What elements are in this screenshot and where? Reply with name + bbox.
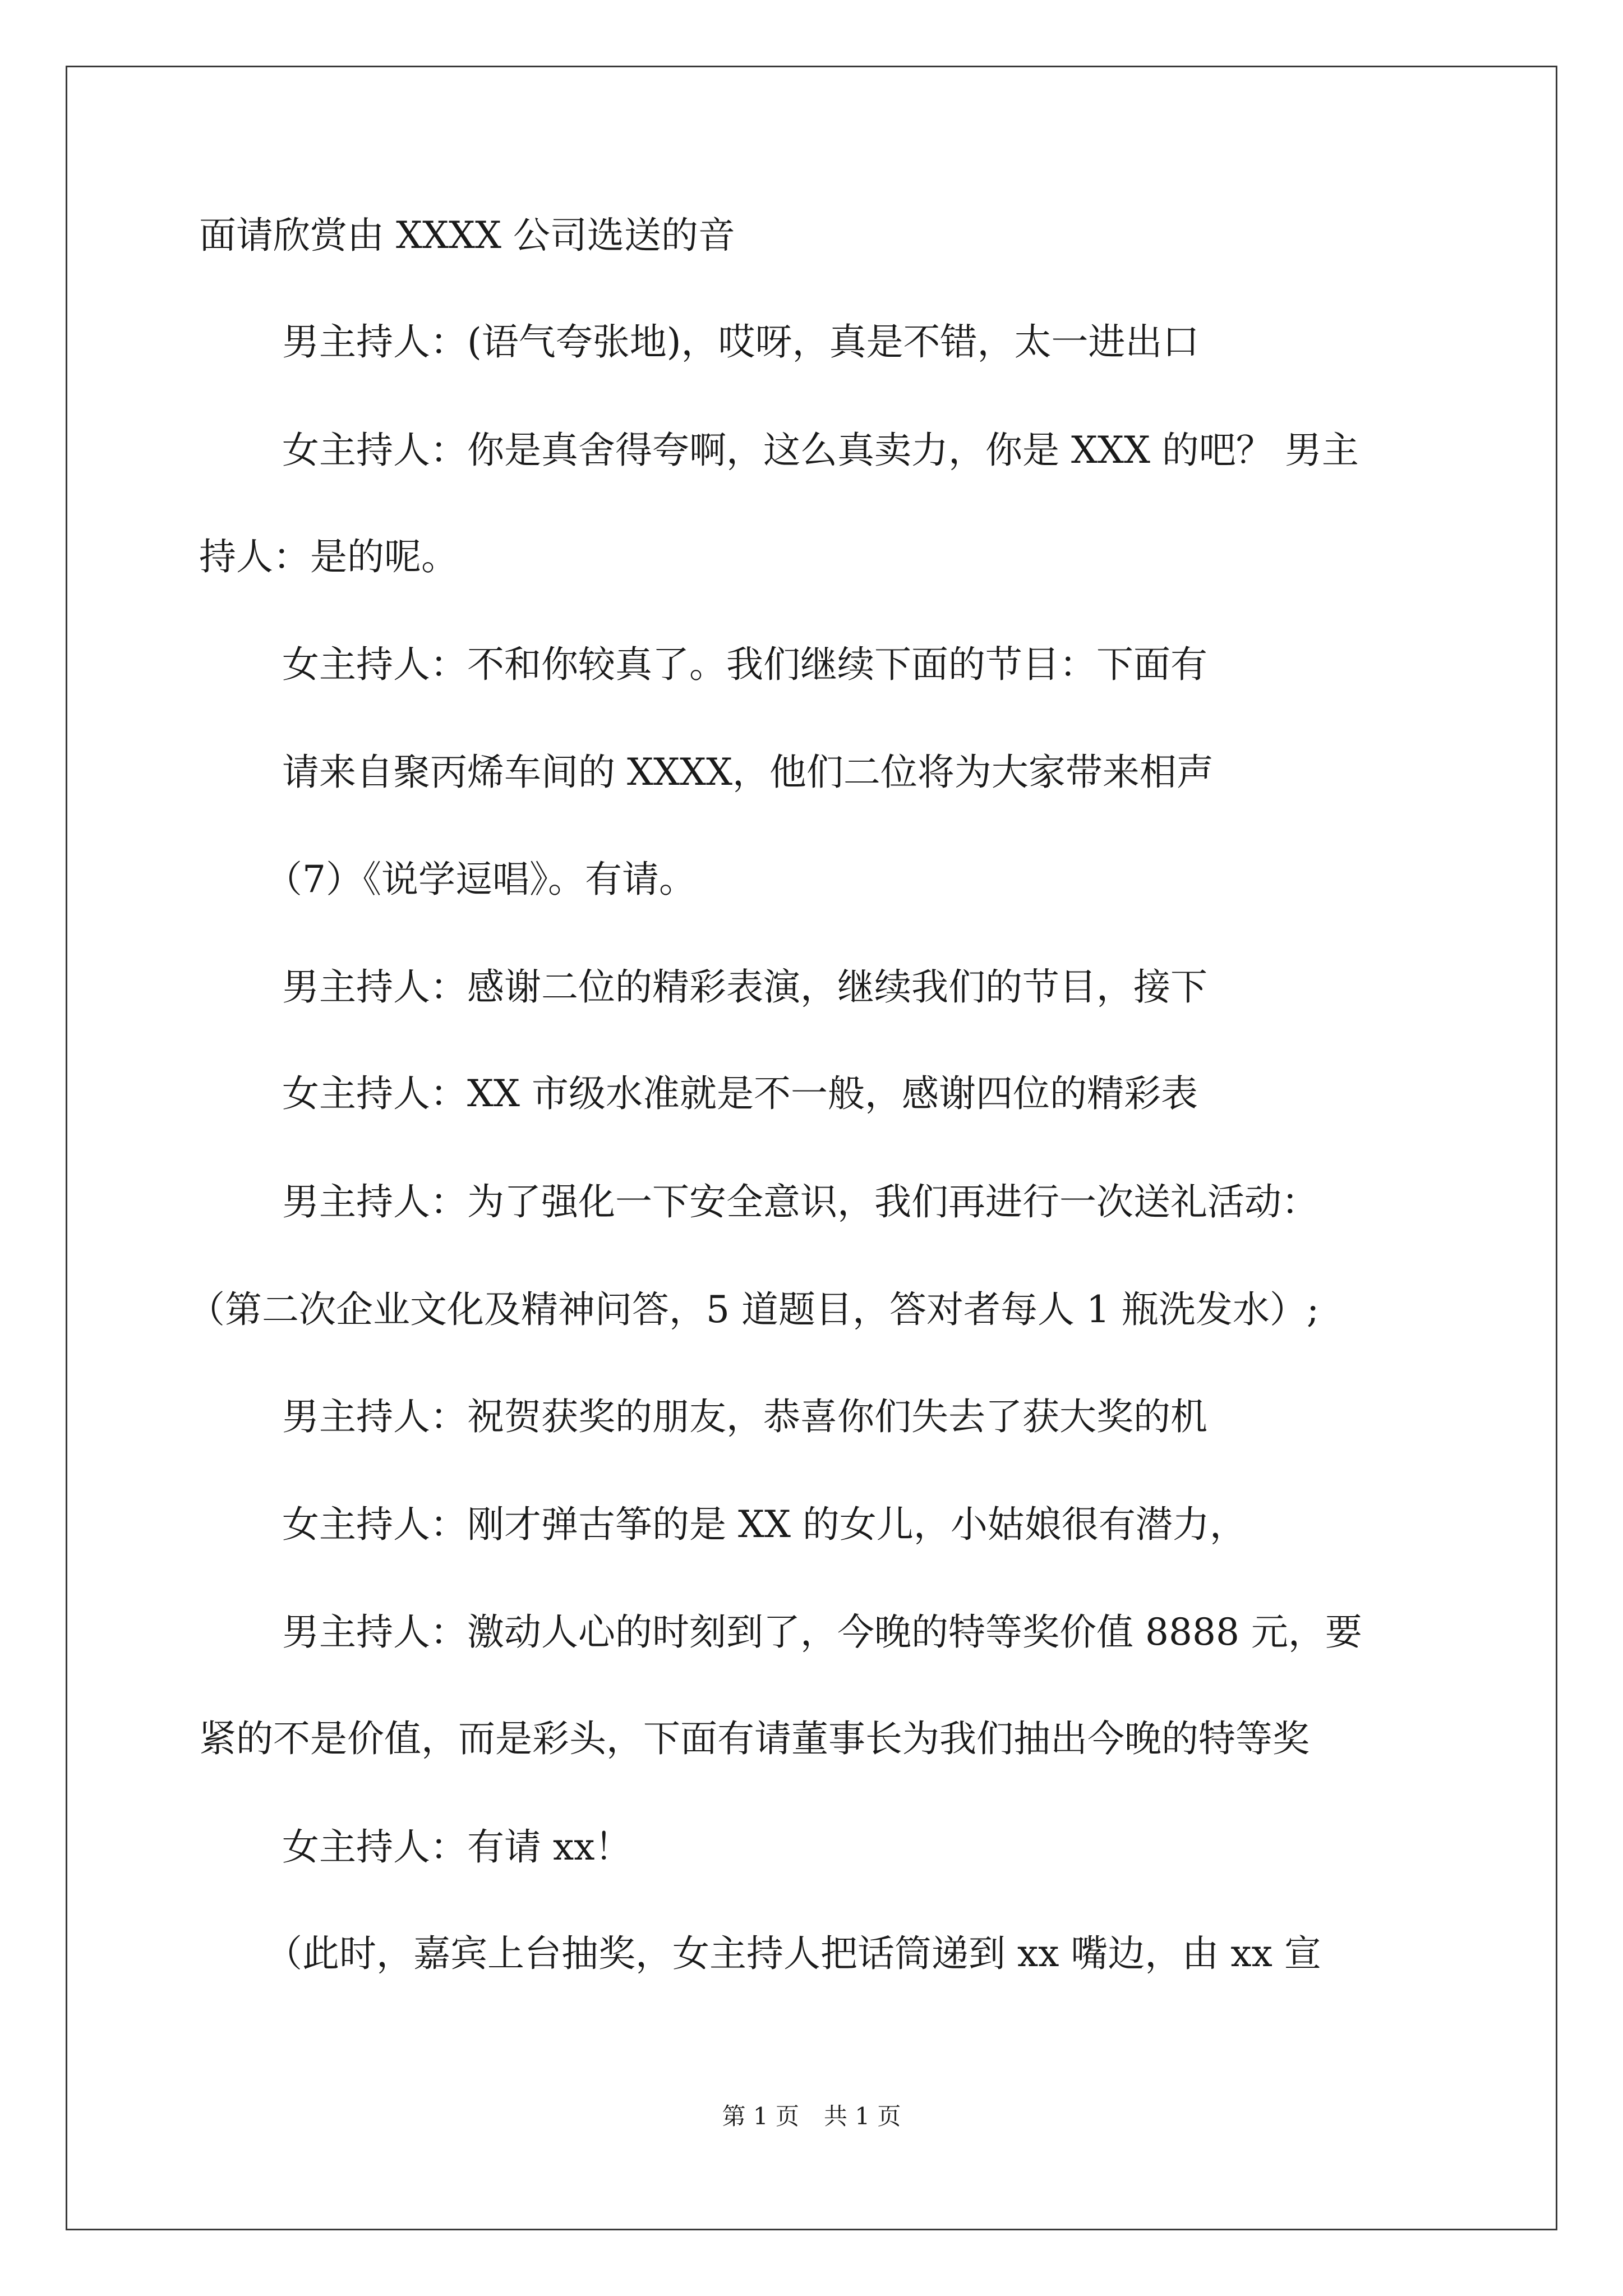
text-line-2: 男主持人：(语气夸张地)，哎呀，真是不错，太一进出口 (282, 320, 1200, 364)
page-frame (66, 66, 1557, 2230)
text-line-7: （7）《说学逗唱》。有请。 (265, 858, 696, 901)
text-line-8: 男主持人：感谢二位的精彩表演，继续我们的节目，接下 (282, 965, 1207, 1009)
text-line-16: 女主持人：有请 xx！ (282, 1825, 632, 1869)
text-line-1: 面请欣赏由 XXXX 公司选送的音 (199, 214, 735, 257)
text-line-6: 请来自聚丙烯车间的 XXXX，他们二位将为大家带来相声 (282, 751, 1214, 794)
page-footer (0, 2102, 1623, 2131)
text-line-10: 男主持人：为了强化一下安全意识，我们再进行一次送礼活动： (282, 1180, 1318, 1223)
text-line-14: 男主持人：激动人心的时刻到了，今晚的特等奖价值 8888 元，要 (282, 1611, 1362, 1654)
text-line-12: 男主持人：祝贺获奖的朋友，恭喜你们失去了获大奖的机 (282, 1395, 1207, 1438)
text-line-3: 女主持人：你是真舍得夸啊，这么真卖力，你是 XXX 的吧？ 男主 (282, 429, 1359, 472)
page-number-total: 共 1 页 (824, 2102, 901, 2130)
text-line-5: 女主持人：不和你较真了。我们继续下面的节目：下面有 (282, 643, 1207, 686)
text-line-13: 女主持人：刚才弹古筝的是 XX 的女儿，小姑娘很有潜力， (282, 1503, 1247, 1546)
page-number-current: 第 1 页 (722, 2102, 799, 2130)
text-line-4: 持人：是的呢。 (199, 535, 458, 578)
text-line-15: 紧的不是价值，而是彩头，下面有请董事长为我们抽出今晚的特等奖 (199, 1717, 1310, 1760)
text-line-17: （此时，嘉宾上台抽奖，女主持人把话筒递到 xx 嘴边，由 xx 宣 (265, 1932, 1321, 1975)
text-line-11: （第二次企业文化及精神问答，5 道题目，答对者每人 1 瓶洗发水）; (188, 1288, 1320, 1331)
text-line-9: 女主持人：XX 市级水准就是不一般，感谢四位的精彩表 (282, 1072, 1198, 1115)
